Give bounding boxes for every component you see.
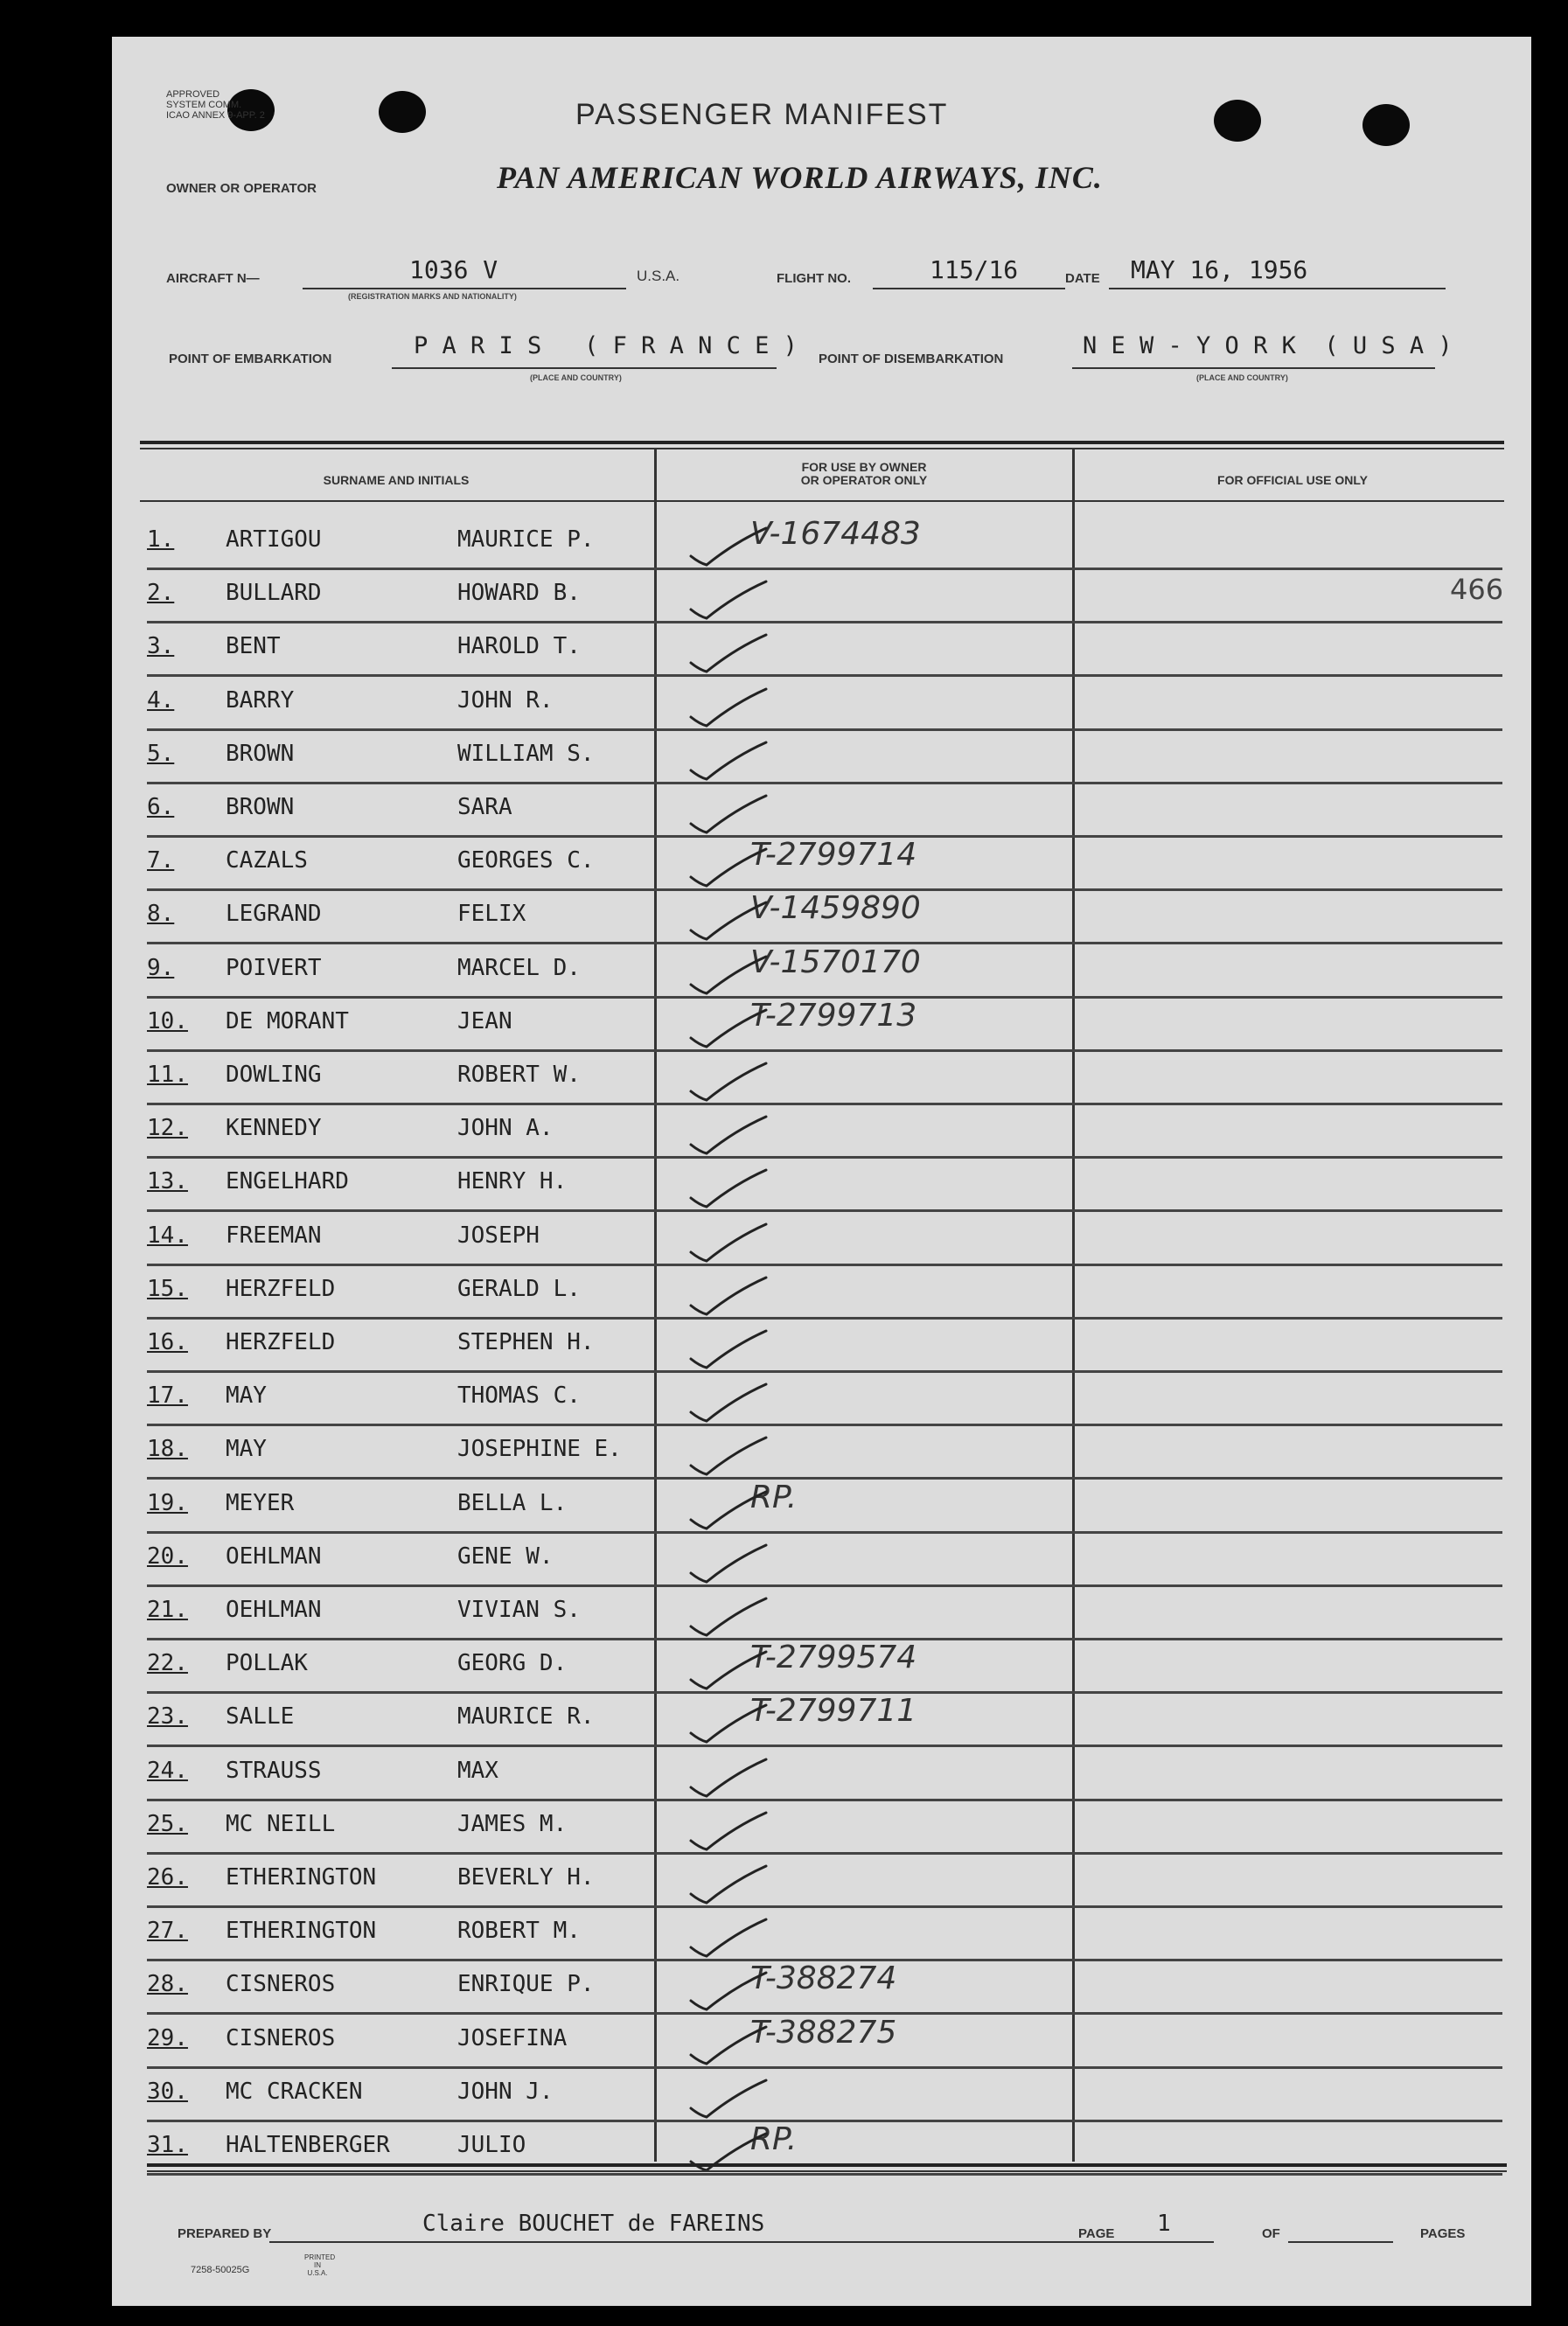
table-row bbox=[147, 1907, 1502, 1961]
aircraft-sub: (REGISTRATION MARKS AND NATIONALITY) bbox=[348, 292, 517, 301]
given-name: MARCEL D. bbox=[457, 954, 581, 981]
row-number: 20. bbox=[147, 1543, 188, 1570]
embarkation-label: POINT OF EMBARKATION bbox=[169, 352, 332, 366]
check-mark bbox=[682, 1104, 778, 1157]
given-name: THOMAS C. bbox=[457, 1382, 581, 1410]
given-name: MAURICE P. bbox=[457, 526, 595, 553]
check-mark bbox=[682, 2015, 778, 2067]
date-label: DATE bbox=[1065, 271, 1100, 286]
given-name: JEAN bbox=[457, 1007, 512, 1034]
row-number: 22. bbox=[147, 1650, 188, 1677]
given-name: MAX bbox=[457, 1757, 498, 1784]
pages-label: PAGES bbox=[1420, 2226, 1466, 2241]
check-mark bbox=[682, 1158, 778, 1210]
row-number: 17. bbox=[147, 1382, 188, 1410]
row-number: 10. bbox=[147, 1007, 188, 1034]
check-mark bbox=[682, 1854, 778, 1906]
owner-note: RP. bbox=[750, 1479, 798, 1515]
given-name: HOWARD B. bbox=[457, 580, 581, 607]
surname: FREEMAN bbox=[226, 1222, 322, 1249]
row-number: 11. bbox=[147, 1062, 188, 1088]
row-number: 31. bbox=[147, 2132, 188, 2158]
given-name: JOSEFINA bbox=[457, 2024, 568, 2051]
given-name: SARA bbox=[457, 794, 512, 820]
surname: SALLE bbox=[226, 1703, 295, 1731]
surname: OEHLMAN bbox=[226, 1597, 322, 1623]
owner-note: RP. bbox=[750, 2121, 798, 2157]
table-row bbox=[147, 1158, 1502, 1212]
surname: POIVERT bbox=[226, 954, 322, 981]
table-row bbox=[147, 1212, 1502, 1266]
table-row bbox=[147, 677, 1502, 731]
surname: POLLAK bbox=[226, 1650, 308, 1677]
given-name: VIVIAN S. bbox=[457, 1597, 581, 1623]
surname: BULLARD bbox=[226, 580, 322, 607]
check-mark bbox=[682, 623, 778, 675]
given-name: WILLIAM S. bbox=[457, 740, 595, 767]
table-row bbox=[147, 569, 1502, 623]
table-row bbox=[147, 1104, 1502, 1159]
table-row bbox=[147, 1480, 1502, 1534]
embarkation-value: P A R I S ( F R A N C E ) bbox=[414, 332, 798, 359]
disembarkation-sub: (PLACE AND COUNTRY) bbox=[1196, 373, 1288, 382]
surname: KENNEDY bbox=[226, 1115, 322, 1142]
table-row bbox=[147, 2121, 1502, 2176]
disembarkation-value: N E W - Y O R K ( U S A ) bbox=[1083, 332, 1453, 359]
owner-note: V-1570170 bbox=[750, 944, 921, 980]
check-mark bbox=[682, 516, 778, 568]
surname: CISNEROS bbox=[226, 1971, 336, 1998]
surname: HALTENBERGER bbox=[226, 2132, 390, 2158]
row-number: 3. bbox=[147, 633, 175, 660]
check-mark bbox=[682, 1051, 778, 1104]
surname: BROWN bbox=[226, 740, 295, 767]
aircraft-value: 1036 V bbox=[409, 255, 498, 284]
surname: HERZFELD bbox=[226, 1329, 336, 1355]
surname: OEHLMAN bbox=[226, 1543, 322, 1570]
table-row bbox=[147, 2015, 1502, 2069]
table-row bbox=[147, 1265, 1502, 1320]
given-name: JAMES M. bbox=[457, 1810, 568, 1837]
check-mark bbox=[682, 783, 778, 836]
check-mark bbox=[682, 837, 778, 889]
surname: DOWLING bbox=[226, 1062, 322, 1088]
surname: LEGRAND bbox=[226, 901, 322, 928]
given-name: HAROLD T. bbox=[457, 633, 581, 660]
check-mark bbox=[682, 1907, 778, 1960]
given-name: MAURICE R. bbox=[457, 1703, 595, 1731]
given-name: ENRIQUE P. bbox=[457, 1971, 595, 1998]
table-row bbox=[147, 1640, 1502, 1694]
surname: ENGELHARD bbox=[226, 1168, 349, 1195]
surname: MC CRACKEN bbox=[226, 2078, 363, 2105]
table-row bbox=[147, 2068, 1502, 2122]
check-mark bbox=[682, 998, 778, 1050]
surname: MEYER bbox=[226, 1489, 295, 1516]
given-name: GEORGES C. bbox=[457, 847, 595, 874]
surname: ARTIGOU bbox=[226, 526, 322, 553]
given-name: FELIX bbox=[457, 901, 526, 928]
given-name: JULIO bbox=[457, 2132, 526, 2158]
surname: CISNEROS bbox=[226, 2024, 336, 2051]
row-number: 18. bbox=[147, 1436, 188, 1463]
surname: BARRY bbox=[226, 686, 295, 714]
owner-note: T-2799714 bbox=[750, 837, 917, 874]
given-name: HENRY H. bbox=[457, 1168, 568, 1195]
row-number: 26. bbox=[147, 1864, 188, 1891]
surname: MAY bbox=[226, 1436, 267, 1463]
surname: MAY bbox=[226, 1382, 267, 1410]
table-row bbox=[147, 1586, 1502, 1640]
table-row bbox=[147, 998, 1502, 1052]
surname: BENT bbox=[226, 633, 281, 660]
page-label: PAGE bbox=[1078, 2226, 1115, 2241]
row-number: 24. bbox=[147, 1757, 188, 1784]
row-number: 9. bbox=[147, 954, 175, 981]
page-title: PASSENGER MANIFEST bbox=[575, 98, 949, 131]
table-row bbox=[147, 890, 1502, 944]
given-name: STEPHEN H. bbox=[457, 1329, 595, 1355]
check-mark bbox=[682, 1212, 778, 1264]
surname-column-header: SURNAME AND INITIALS bbox=[323, 473, 470, 487]
table-row bbox=[147, 1533, 1502, 1587]
row-number: 19. bbox=[147, 1489, 188, 1516]
table-row bbox=[147, 730, 1502, 784]
row-number: 23. bbox=[147, 1703, 188, 1731]
approval-note: APPROVED SYSTEM COMM. ICAO ANNEX 9-APP. 2 bbox=[166, 89, 265, 121]
row-number: 5. bbox=[147, 740, 175, 767]
table-row bbox=[147, 944, 1502, 999]
row-number: 12. bbox=[147, 1115, 188, 1142]
given-name: JOHN J. bbox=[457, 2078, 554, 2105]
check-mark bbox=[682, 1800, 778, 1853]
embarkation-sub: (PLACE AND COUNTRY) bbox=[530, 373, 622, 382]
owner-note: T-388274 bbox=[750, 1960, 897, 1997]
surname: STRAUSS bbox=[226, 1757, 322, 1784]
date-value: MAY 16, 1956 bbox=[1131, 255, 1308, 284]
owner-note: V-1459890 bbox=[750, 890, 921, 927]
check-mark bbox=[682, 730, 778, 783]
manifest-page bbox=[112, 37, 1531, 2306]
row-number: 4. bbox=[147, 686, 175, 714]
row-number: 6. bbox=[147, 794, 175, 820]
aircraft-label: AIRCRAFT N— bbox=[166, 271, 260, 286]
given-name: GERALD L. bbox=[457, 1275, 581, 1302]
table-row bbox=[147, 1319, 1502, 1373]
row-number: 29. bbox=[147, 2024, 188, 2051]
table-row bbox=[147, 623, 1502, 677]
given-name: JOSEPH bbox=[457, 1222, 540, 1249]
given-name: GENE W. bbox=[457, 1543, 554, 1570]
printed-note: PRINTED IN U.S.A. bbox=[304, 2253, 336, 2277]
row-number: 28. bbox=[147, 1971, 188, 1998]
table-row bbox=[147, 837, 1502, 891]
check-mark bbox=[682, 1533, 778, 1585]
check-mark bbox=[682, 1425, 778, 1478]
row-number: 16. bbox=[147, 1329, 188, 1355]
row-number: 2. bbox=[147, 580, 175, 607]
owner-note: V-1674483 bbox=[750, 516, 921, 552]
official-column-header: FOR OFFICIAL USE ONLY bbox=[1217, 473, 1368, 487]
row-number: 25. bbox=[147, 1810, 188, 1837]
check-mark bbox=[682, 1747, 778, 1800]
given-name: JOSEPHINE E. bbox=[457, 1436, 622, 1463]
owner-note: T-2799574 bbox=[750, 1640, 917, 1676]
row-number: 14. bbox=[147, 1222, 188, 1249]
given-name: ROBERT W. bbox=[457, 1062, 581, 1088]
table-row bbox=[147, 1425, 1502, 1480]
check-mark bbox=[682, 890, 778, 943]
check-mark bbox=[682, 1480, 778, 1532]
prepared-label: PREPARED BY bbox=[178, 2226, 272, 2241]
check-mark bbox=[682, 677, 778, 729]
owner-note: T-388275 bbox=[750, 2014, 897, 2051]
disembarkation-label: POINT OF DISEMBARKATION bbox=[819, 352, 1004, 366]
check-mark bbox=[682, 1693, 778, 1745]
surname: MC NEILL bbox=[226, 1810, 336, 1837]
official-note: 466 bbox=[1450, 573, 1504, 607]
surname: HERZFELD bbox=[226, 1275, 336, 1302]
given-name: GEORG D. bbox=[457, 1650, 568, 1677]
row-number: 8. bbox=[147, 901, 175, 928]
check-mark bbox=[682, 569, 778, 622]
row-number: 1. bbox=[147, 526, 175, 553]
table-row bbox=[147, 1372, 1502, 1426]
given-name: ROBERT M. bbox=[457, 1918, 581, 1945]
surname: DE MORANT bbox=[226, 1007, 349, 1034]
prepared-value: Claire BOUCHET de FAREINS bbox=[422, 2211, 765, 2237]
given-name: BELLA L. bbox=[457, 1489, 568, 1516]
check-mark bbox=[682, 1265, 778, 1318]
airline-name: PAN AMERICAN WORLD AIRWAYS, INC. bbox=[497, 160, 1103, 195]
table-row bbox=[147, 1747, 1502, 1801]
table-row bbox=[147, 1960, 1502, 2015]
check-mark bbox=[682, 1640, 778, 1692]
surname: CAZALS bbox=[226, 847, 308, 874]
table-row bbox=[147, 1051, 1502, 1105]
row-number: 7. bbox=[147, 847, 175, 874]
check-mark bbox=[682, 1586, 778, 1639]
table-row bbox=[147, 516, 1502, 570]
page-value: 1 bbox=[1157, 2211, 1171, 2237]
row-number: 21. bbox=[147, 1597, 188, 1623]
form-number: 7258-50025G bbox=[191, 2265, 250, 2275]
table-row bbox=[147, 1693, 1502, 1747]
given-name: JOHN R. bbox=[457, 686, 554, 714]
owner-label: OWNER OR OPERATOR bbox=[166, 181, 317, 196]
row-number: 30. bbox=[147, 2078, 188, 2105]
check-mark bbox=[682, 944, 778, 997]
flight-label: FLIGHT NO. bbox=[777, 271, 851, 286]
surname: ETHERINGTON bbox=[226, 1918, 377, 1945]
table-row bbox=[147, 1800, 1502, 1855]
punch-hole bbox=[1362, 104, 1410, 146]
surname: ETHERINGTON bbox=[226, 1864, 377, 1891]
of-label: OF bbox=[1262, 2226, 1280, 2241]
punch-hole bbox=[1214, 100, 1261, 142]
table-row bbox=[147, 1854, 1502, 1908]
check-mark bbox=[682, 2068, 778, 2121]
owner-note: T-2799713 bbox=[750, 997, 917, 1034]
row-number: 13. bbox=[147, 1168, 188, 1195]
surname: BROWN bbox=[226, 794, 295, 820]
punch-hole bbox=[379, 91, 426, 133]
row-number: 27. bbox=[147, 1918, 188, 1945]
check-mark bbox=[682, 1319, 778, 1371]
flight-value: 115/16 bbox=[930, 255, 1019, 284]
given-name: JOHN A. bbox=[457, 1115, 554, 1142]
check-mark bbox=[682, 1372, 778, 1424]
owner-column-header: FOR USE BY OWNER OR OPERATOR ONLY bbox=[800, 460, 928, 487]
given-name: BEVERLY H. bbox=[457, 1864, 595, 1891]
row-number: 15. bbox=[147, 1275, 188, 1302]
nationality: U.S.A. bbox=[637, 268, 680, 284]
owner-note: T-2799711 bbox=[750, 1693, 917, 1730]
table-row bbox=[147, 783, 1502, 838]
check-mark bbox=[682, 1960, 778, 2013]
